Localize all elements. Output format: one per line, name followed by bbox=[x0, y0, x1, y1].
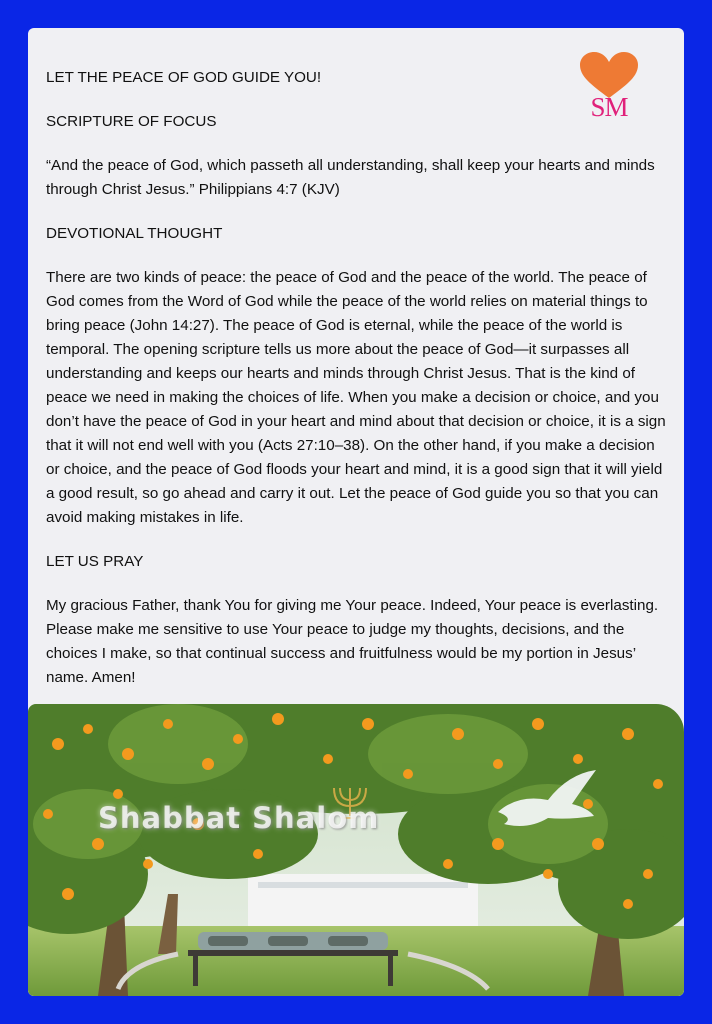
orange-grove-illustration bbox=[28, 704, 684, 996]
prayer-text: My gracious Father, thank You for giving me Your peace. Indeed, Your peace is everlasting. Please make me sensitive to use Your peace to judge my thoughts, decisions, and the choices I make, so that continual success and fruitfulness would be my portion in Jesus’ name. Amen! bbox=[46, 597, 659, 686]
devotional-heading: DEVOTIONAL THOUGHT bbox=[46, 225, 223, 242]
scripture-text: “And the peace of God, which passeth all understanding, shall keep your hearts and minds through Christ Jesus.” Philippians 4:7 (KJV) bbox=[46, 157, 655, 198]
page-title: LET THE PEACE OF GOD GUIDE YOU! bbox=[46, 69, 322, 86]
devotional-text: There are two kinds of peace: the peace of God and the peace of the world. The peace of God comes from the Word of God while the peace of the world relies on material things to bring peace (John 14:27). The peace of God is eternal, while the peace of the world is temporal. The opening scripture tells us more about the peace of God—it surpasses all understanding and keeps our hearts and minds through Christ Jesus. That is the kind of peace we need in making the choices of life. When you make a decision or choice, and you don’t have the peace of God in your heart and mind about that decision or choice, it is a sign that it will not end well with you (Acts 27:10–38). On the other hand, if you make a decision or choice, and the peace of God floods your heart and mind, it is a good sign that it will yield a good result, so go ahead and carry it out. Let the peace of God guide you so that you can avoid making mistakes in life. bbox=[46, 269, 666, 526]
prayer-heading: LET US PRAY bbox=[46, 553, 144, 570]
scripture-heading: SCRIPTURE OF FOCUS bbox=[46, 113, 217, 130]
shabbat-shalom-banner: Shabbat Shalom bbox=[98, 801, 380, 835]
sm-logo bbox=[576, 52, 642, 126]
logo-initials: SM bbox=[590, 92, 628, 122]
devotional-card bbox=[28, 28, 684, 996]
orange-grove-photo bbox=[28, 704, 684, 996]
devotional-text-area bbox=[46, 66, 668, 710]
